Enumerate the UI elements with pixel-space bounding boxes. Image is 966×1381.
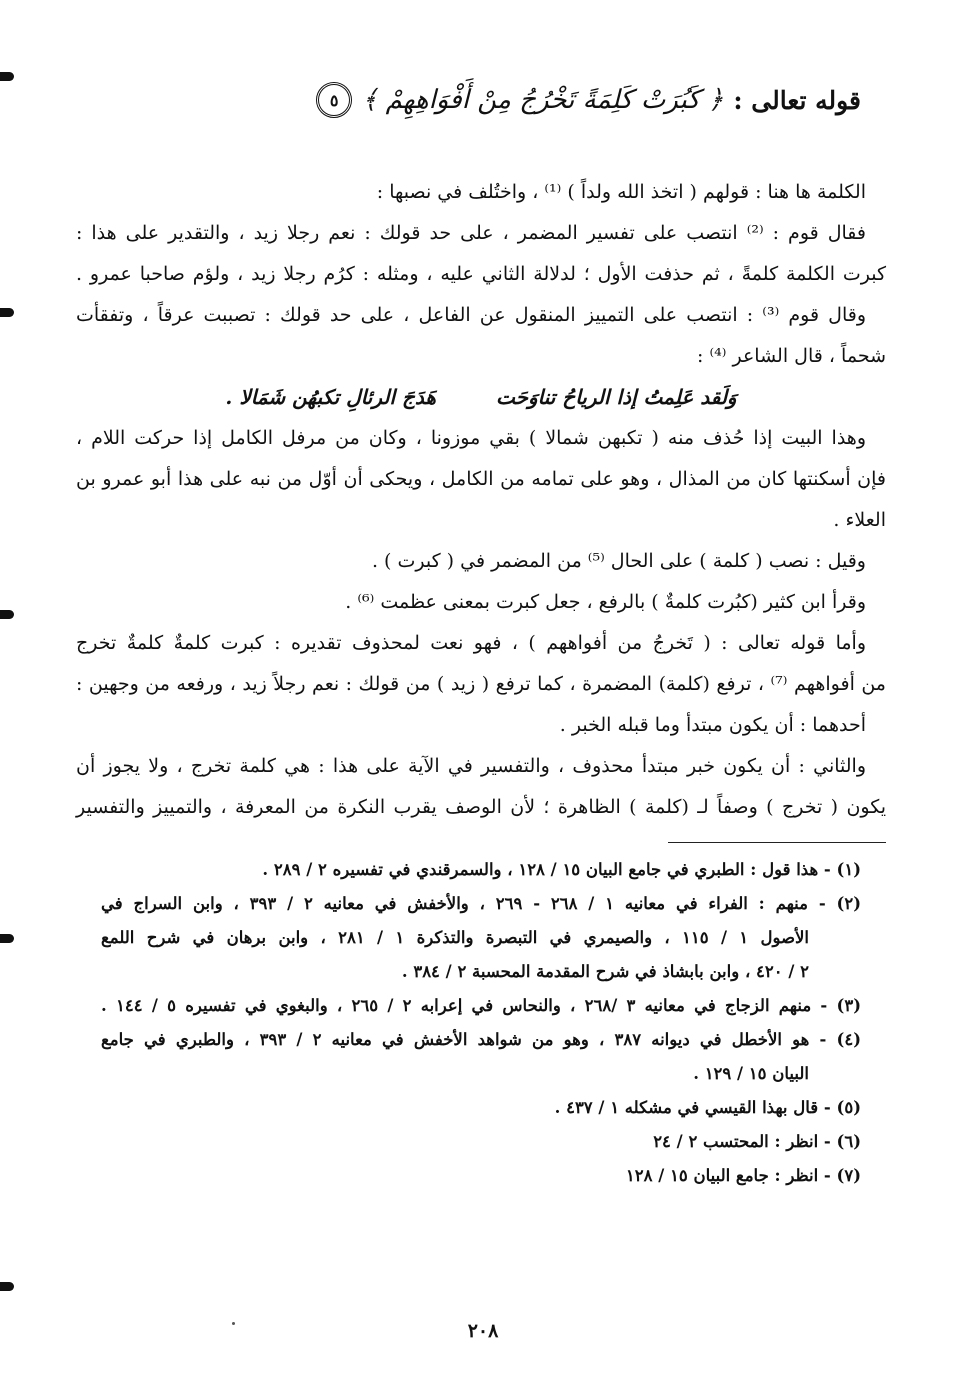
footnote-line: (١) - هذا قول : الطبري في جامع البيان ١٥ / ١٢٨ ، والسمرقندي في تفسيره ٢ / ٢٨٩ . — [262, 860, 861, 879]
poem-first-hemistich: وَلَقد عَلِمتُ إذا الرياحُ تناوَحَت — [495, 385, 737, 409]
quranic-verse: ﴿ كَبُرَتْ كَلِمَةً تَخْرُجُ مِنْ أَفْوَاهِهِمْ ﴾ — [362, 85, 724, 115]
text-line: من أفواههم ⁽⁷⁾ ، ترفع (كلمة) المضمرة ، كما ترفع ( زيد ) من قولك : نعم رجلاً زيد ، ورفعه من وجهين : — [76, 673, 886, 695]
verse-heading — [101, 82, 861, 118]
page-number: ٢٠٨ — [467, 1320, 499, 1342]
text-line: يكون ( تخرج ) وصفاً لـ (كلمة ) الظاهرة ؛ لأن الوصف يقرب النكرة من المعرفة ، والتمييز والتفسير — [76, 796, 886, 818]
footnote-line: (٢) - منهم : الفراء في معانيه ١ / ٢٦٨ - ٢٦٩ ، والأخفش في معانيه ٢ / ٣٩٣ ، وابن السراج في — [101, 894, 861, 913]
binding-hole-mark — [0, 1282, 14, 1291]
main-text — [76, 172, 886, 828]
text-line: وقال قوم ⁽³⁾ : انتصب على التمييز المنقول عن الفاعل ، على حد قولك : تصببت عرقاً ، وتفقأت — [76, 304, 866, 326]
footnote-line: ٢ / ٤٢٠ ، وابن بابشاذ في شرح المقدمة المحسبة ٢ / ٣٨٤ . — [401, 962, 809, 981]
text-line: العلاء . — [833, 509, 886, 531]
text-line: وقرأ ابن كثير (كبُرت كلمةٌ ) بالرفع ، جعل كبرت بمعنى عظمت ⁽⁶⁾ . — [345, 591, 866, 613]
scan-speck — [232, 1322, 235, 1325]
binding-hole-mark — [0, 308, 14, 317]
ayah-number-icon: ٥ — [316, 82, 352, 118]
footnote-line: (٤) - هو الأخطل في ديوانه ٣٨٧ ، وهو من شواهد الأخفش في معانيه ٢ / ٣٩٣ ، والطبري في جامع — [101, 1030, 862, 1049]
text-line: فقال قوم : ⁽²⁾ انتصب على تفسير المضمر ، على حد قولك : نعم رجلا زيد ، والتقدير على هذا : — [76, 222, 867, 244]
footnote-line: الأصول ١ / ١١٥ ، والصيمري في التبصرة والتذكرة ١ / ٢٨١ ، وابن برهان في شرح اللمع — [101, 928, 810, 947]
footnote-line: (٧) - انظر : جامع البيان ١٥ / ١٢٨ — [625, 1166, 861, 1185]
text-line: وأما قوله تعالى : ( تَخرجُ من أفواههم ) ، فهو نعت لمحذوف تقديره : كبرت كلمةٌ كلمةٌ تخرج — [76, 632, 866, 654]
footnote-line: البيان ١٥ / ١٢٩ . — [693, 1064, 809, 1083]
text-line: والثاني : أن يكون خبر مبتدأ محذوف ، والتفسير في الآية على هذا : هي كلمة تخرج ، ولا يجوز أن — [76, 755, 866, 777]
text-line: الكلمة ها هنا : قولهم ( اتخذ الله ولداً ) ⁽¹⁾ ، واختُلف في نصبها : — [376, 181, 866, 203]
binding-hole-mark — [0, 934, 14, 943]
poem-verse — [76, 377, 886, 418]
binding-hole-mark — [0, 72, 14, 81]
footnote-separator — [668, 842, 886, 843]
text-line: كبرت الكلمة كلمةً ، ثم حذفت الأول ؛ لدلالة الثاني عليه ، ومثله : كرُم رجلا زيد ، ولؤم صاحبا عمرو . — [76, 263, 886, 285]
text-line: وقيل : نصب ( كلمة ) على الحال ⁽⁵⁾ من المضمر في ( كبرت ) . — [371, 550, 866, 572]
heading-label: قوله تعالى : — [733, 85, 861, 115]
binding-hole-mark — [0, 610, 14, 619]
text-line: أحدهما : أن يكون مبتدأ وما قبله الخبر . — [559, 714, 866, 736]
footnote-line: (٣) - منهم الزجاج في معانيه ٣ /٢٦٨ ، والنحاس في إعرابه ٢ / ٢٦٥ ، والبغوي في تفسيره ٥ / ١٤٤ . — [101, 996, 862, 1015]
footnote-line: (٥) - قال بهذا القيسي في مشكله ١ / ٤٣٧ . — [554, 1098, 861, 1117]
footnotes — [101, 853, 861, 1193]
poem-second-hemistich: هَدَجَ الرئالِ تكبهُن شَمَالا . — [225, 385, 436, 409]
footnote-line: (٦) - انظر : المحتسب ٢ / ٢٤ — [653, 1132, 861, 1151]
text-line: وهذا البيت إذا حُذف منه ( تكبهن شمالا ) بقي موزونا ، وكان من مرفل الكامل إذا حركت اللام ، — [76, 427, 866, 449]
text-line: شحماً ، قال الشاعر ⁽⁴⁾ : — [697, 345, 886, 367]
text-line: فإن أسكنتها كان من المذال ، وهو على تمامه من الكامل ، ويحكى أن أوّل من نبه على هذا أبو عمرو بن — [76, 468, 886, 490]
